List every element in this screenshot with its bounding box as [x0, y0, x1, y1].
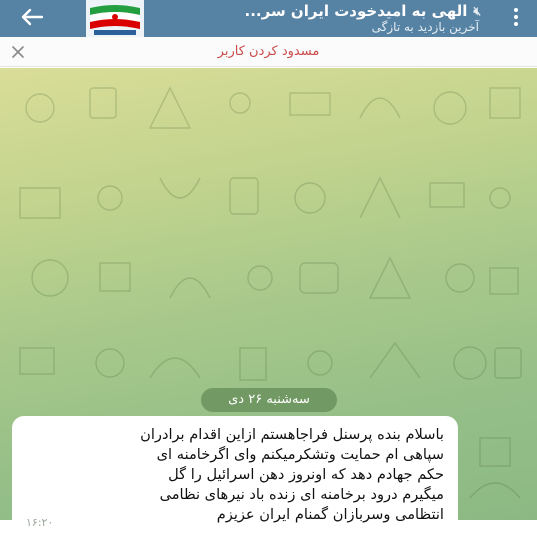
message-bubble[interactable]: [12, 416, 458, 536]
chat-header: [0, 0, 537, 37]
more-vertical-icon: [514, 8, 518, 12]
message-time: ۱۶:۲۰: [26, 516, 54, 529]
muted-speaker-icon: 🔇︎: [473, 3, 481, 18]
last-seen-status: آخرین بازدید به تازگی: [371, 20, 479, 34]
chat-title[interactable]: [245, 2, 481, 20]
back-button[interactable]: [18, 4, 46, 30]
more-options-button[interactable]: [505, 4, 527, 30]
avatar[interactable]: [86, 0, 144, 37]
block-user-button[interactable]: مسدود کردن کاربر: [217, 44, 320, 59]
date-separator: سه‌شنبه ۲۶ دی: [201, 388, 337, 412]
block-user-bar: [0, 37, 537, 67]
iran-flag-avatar: [86, 0, 144, 37]
chat-area[interactable]: [0, 68, 537, 529]
message-text: باسلام بنده پرسنل فراجاهستم ازاین اقدام برادران سپاهی ام حمایت وتشکرمیکنم وای اگرخامنه ای حکم جهادم دهد که اونروز دهن اسرائیل را گل میگیرم درود برخامنه ای زنده باد نیرهای نظامی انتظامی وسربازان گمنام ایران عزیزم: [140, 426, 444, 523]
chat-title-text: الهی به امیدخودت ایران سر...: [244, 2, 468, 20]
arrow-left-icon: [21, 8, 43, 26]
